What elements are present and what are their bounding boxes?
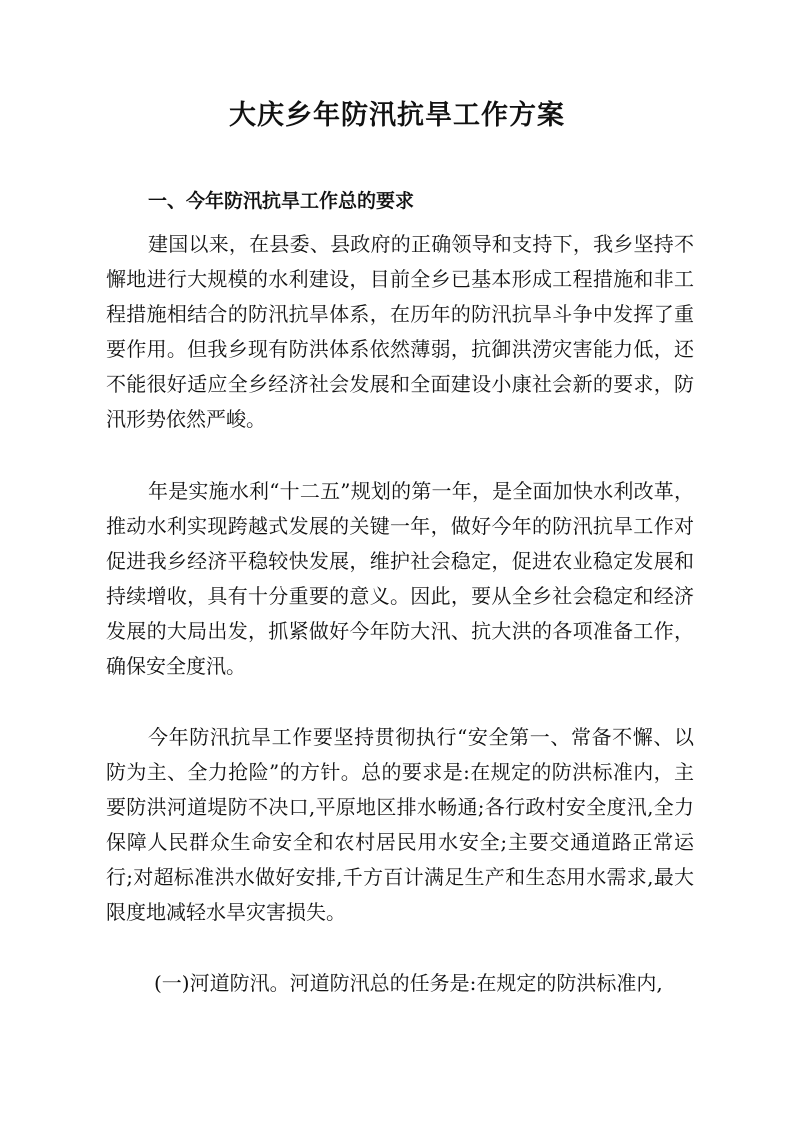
paragraph-1: 建国以来，在县委、县政府的正确领导和支持下，我乡坚持不懈地进行大规模的水利建设，目前全乡已基本形成工程措施和非工程措施相结合的防汛抗旱体系，在历年的防汛抗旱斗争中发挥了重要作用。但我乡现有防洪体系依然薄弱，抗御洪涝灾害能力低，还不能很好适应全乡经济社会发展和全面建设小康社会新的要求，防汛形势依然严峻。 — [106, 232, 694, 431]
paragraph-2: 年是实施水利“十二五”规划的第一年，是全面加快水利改革，推动水利实现跨越式发展的关键一年，做好今年的防汛抗旱工作对促进我乡经济平稳较快发展，维护社会稳定，促进农业稳定发展和持续增收，具有十分重要的意义。因此，要从全乡社会稳定和经济发展的大局出发，抓紧做好今年防大汛、抗大洪的各项准备工作，确保安全度汛。 — [106, 479, 694, 678]
section-heading: 一、今年防汛抗旱工作总的要求 — [148, 190, 415, 212]
paragraph-3: 今年防汛抗旱工作要坚持贯彻执行“安全第一、常备不懈、以防为主、全力抢险”的方针。总的要求是:在规定的防洪标准内，主要防洪河道堤防不决口,平原地区排水畅通;各行政村安全度汛,全力保障人民群众生命安全和农村居民用水安全;主要交通道路正常运行;对超标准洪水做好安排,千方百计满足生产和生态用水需求,最大限度地减轻水旱灾害损失。 — [106, 725, 694, 924]
paragraph-4: (一)河道防汛。河道防汛总的任务是:在规定的防洪标准内, — [154, 971, 663, 995]
document-title: 大庆乡年防汛抗旱工作方案 — [229, 100, 565, 131]
